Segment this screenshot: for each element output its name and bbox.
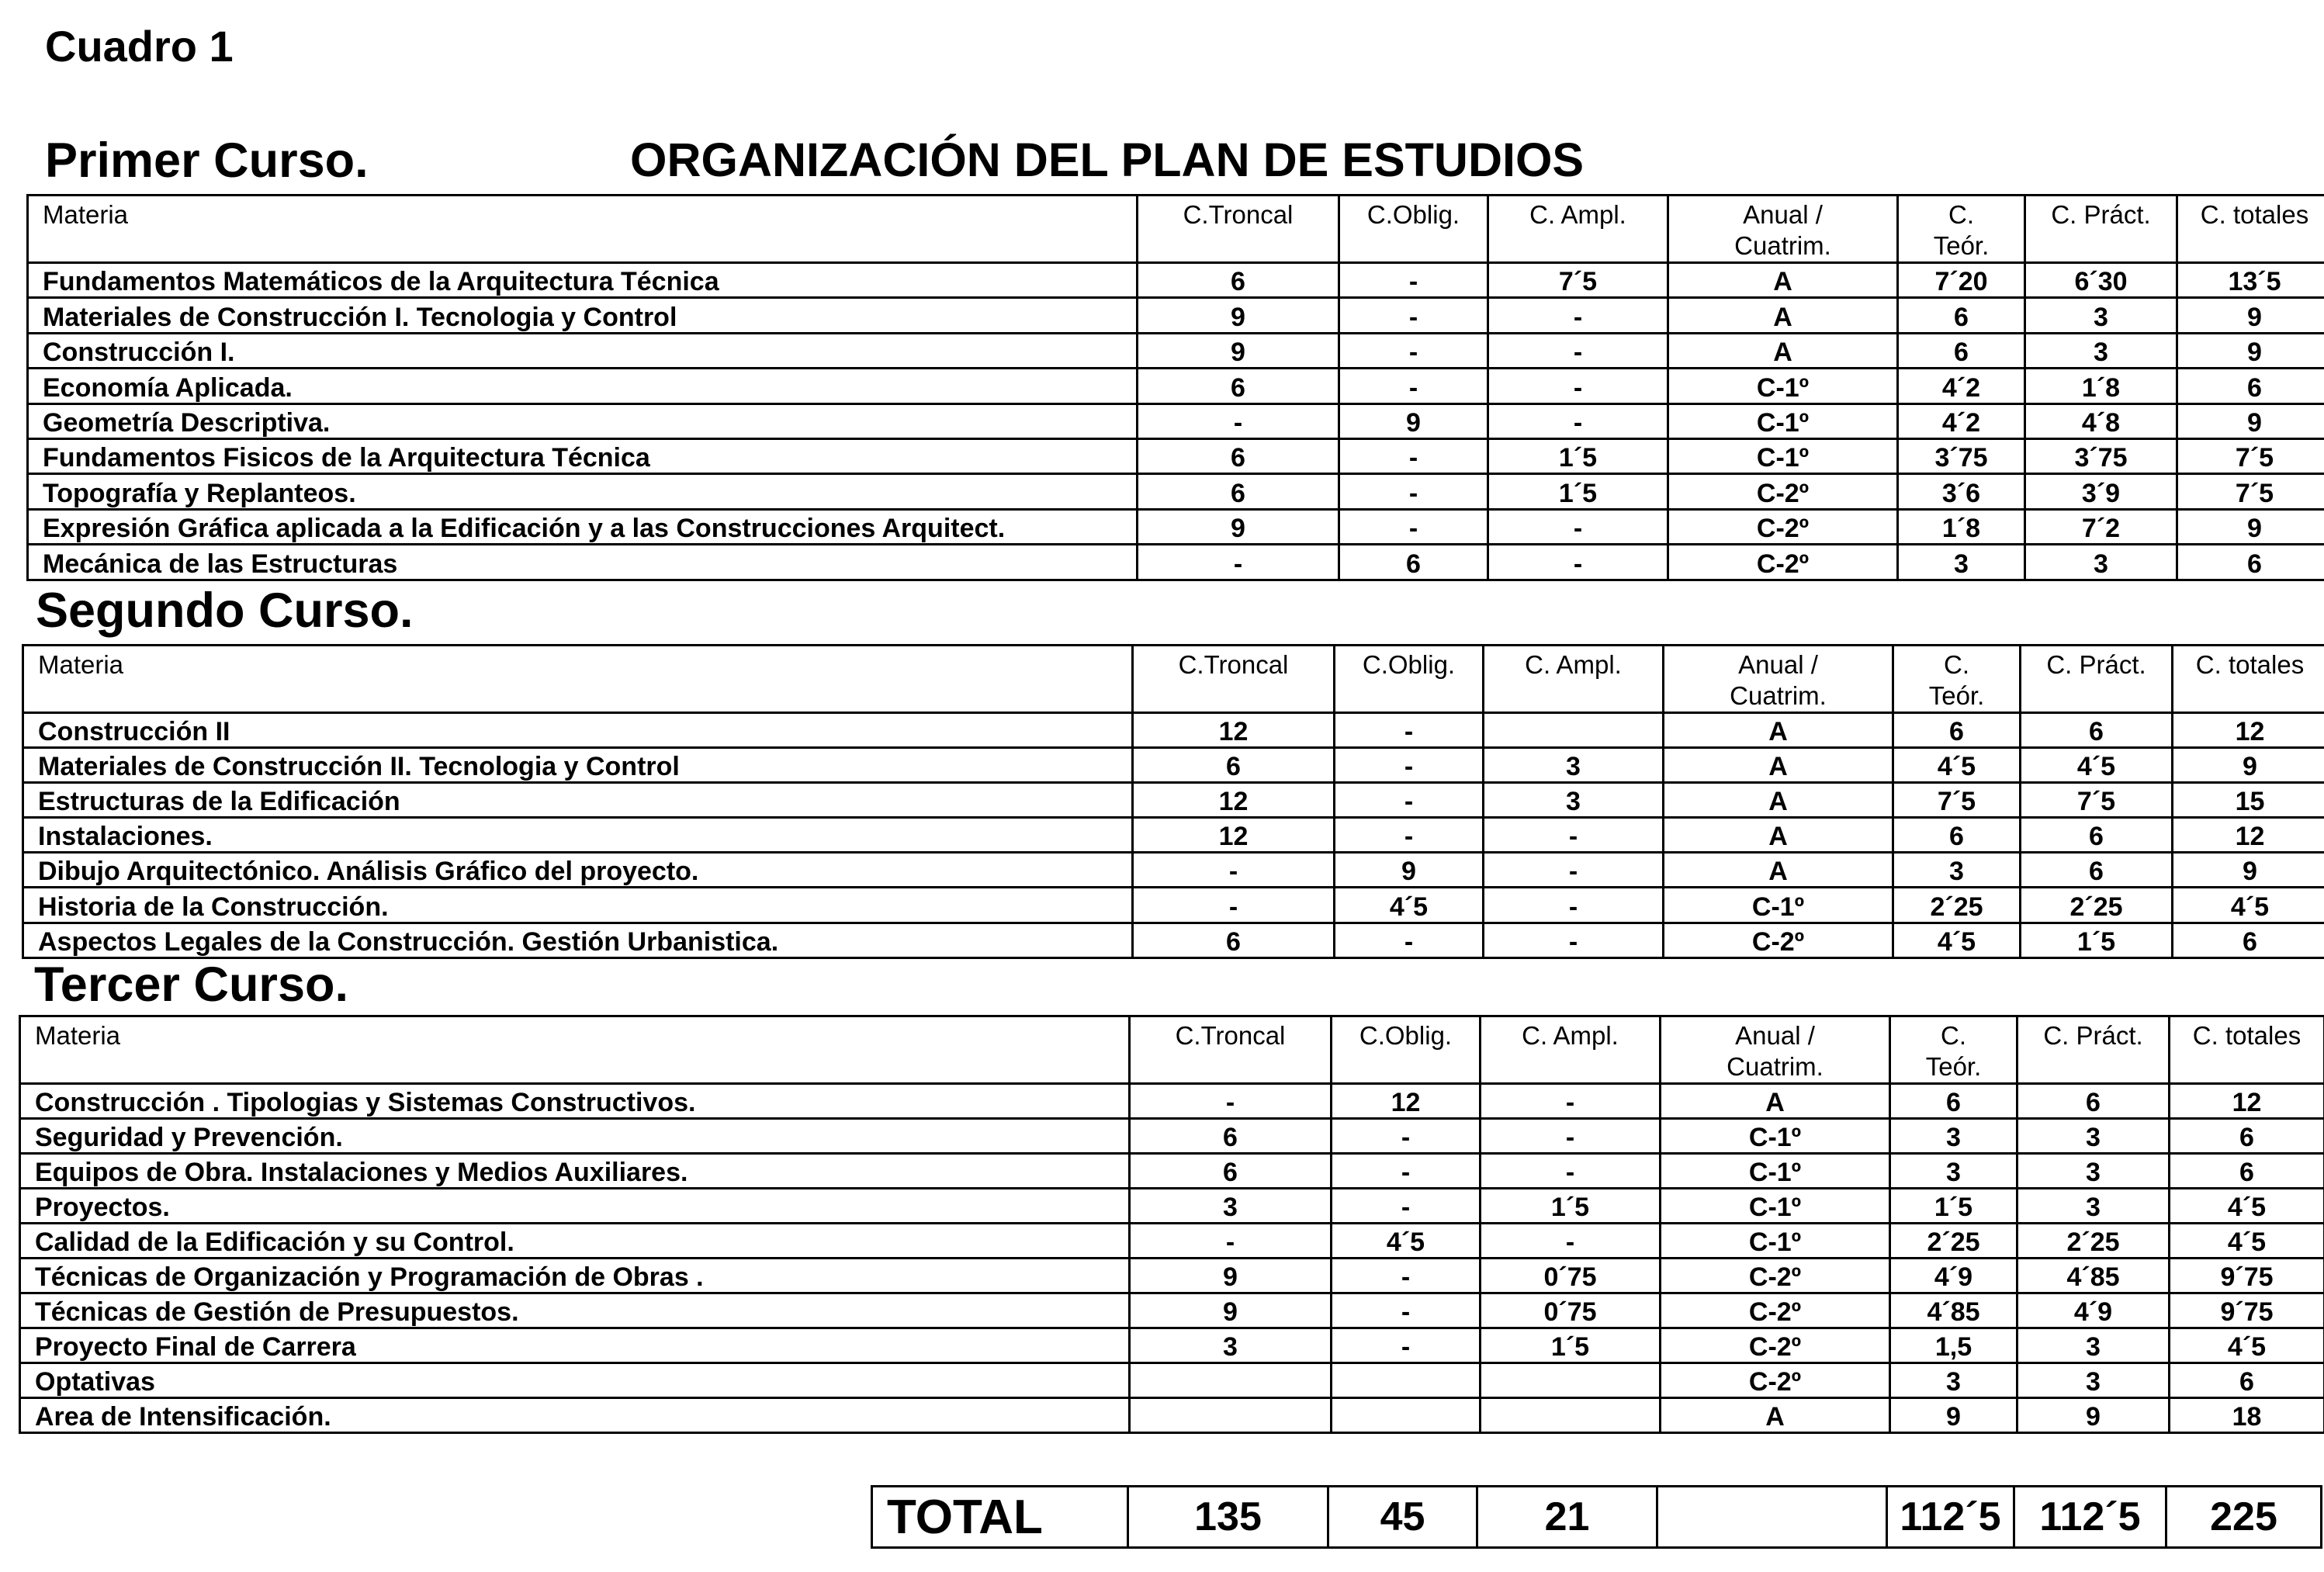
cell-creditos-obligatorios: -: [1332, 1154, 1481, 1189]
cell-creditos-troncales: 3: [1130, 1328, 1332, 1363]
cell-creditos-teoricos: 4´5: [1893, 923, 2021, 957]
header-materia: Materia: [28, 196, 1138, 263]
cell-creditos-ampliacion: 1´5: [1488, 474, 1668, 509]
header-row: [23, 646, 2324, 713]
cell-anual-cuatrim: A: [1664, 818, 1893, 853]
cell-creditos-teoricos: 3´6: [1898, 474, 2025, 509]
cell-creditos-troncales: 12: [1133, 818, 1335, 853]
cell-anual-cuatrim: C-2º: [1668, 474, 1898, 509]
cell-creditos-practicos: 3: [2017, 1189, 2170, 1224]
total-label: TOTAL: [872, 1487, 1128, 1548]
cell-creditos-ampliacion: [1484, 713, 1664, 748]
header-creditos-obligatorios: C.Oblig.: [1335, 646, 1484, 713]
cell-creditos-ampliacion: -: [1481, 1224, 1661, 1259]
table-row: [28, 438, 2324, 473]
course-table-primer: [26, 194, 2324, 581]
cell-creditos-troncales: 6: [1138, 438, 1339, 473]
cell-creditos-ampliacion: [1481, 1398, 1661, 1433]
cell-creditos-ampliacion: -: [1488, 369, 1668, 403]
table-row: [28, 509, 2324, 544]
cell-anual-cuatrim: C-1º: [1664, 888, 1893, 923]
cell-anual-cuatrim: C-1º: [1668, 438, 1898, 473]
cell-creditos-practicos: 3: [2025, 545, 2177, 580]
cell-materia: Construcción II: [23, 713, 1133, 748]
cell-anual-cuatrim: C-2º: [1661, 1328, 1890, 1363]
cell-materia: Construcción I.: [28, 333, 1138, 368]
header-creditos-teoricos: C. Teór.: [1898, 196, 2025, 263]
cell-anual-cuatrim: A: [1664, 713, 1893, 748]
cell-creditos-practicos: 3: [2017, 1119, 2170, 1154]
cell-creditos-practicos: 3: [2025, 333, 2177, 368]
cell-materia: Materiales de Construcción I. Tecnologia y Control: [28, 298, 1138, 333]
cell-materia: Técnicas de Organización y Programación de Obras .: [20, 1259, 1130, 1293]
header-anual-cuatrim: Anual / Cuatrim.: [1661, 1016, 1890, 1084]
cell-creditos-troncales: [1130, 1363, 1332, 1398]
cell-creditos-teoricos: 1´5: [1890, 1189, 2017, 1224]
cell-creditos-troncales: 9: [1138, 509, 1339, 544]
cell-creditos-ampliacion: 3: [1484, 783, 1664, 818]
cell-creditos-practicos: 4´85: [2017, 1259, 2170, 1293]
cell-creditos-totales: 6: [2173, 923, 2324, 957]
cell-anual-cuatrim: C-1º: [1668, 369, 1898, 403]
cell-creditos-ampliacion: -: [1488, 298, 1668, 333]
cell-creditos-totales: 4´5: [2170, 1189, 2324, 1224]
cell-anual-cuatrim: A: [1661, 1084, 1890, 1119]
cell-creditos-totales: 6: [2170, 1154, 2324, 1189]
cell-anual-cuatrim: A: [1668, 298, 1898, 333]
cell-creditos-totales: 12: [2173, 713, 2324, 748]
cell-creditos-obligatorios: -: [1332, 1293, 1481, 1328]
header-materia: Materia: [20, 1016, 1130, 1084]
cell-creditos-obligatorios: -: [1335, 713, 1484, 748]
cell-creditos-teoricos: 6: [1893, 818, 2021, 853]
cell-creditos-teoricos: 2´25: [1890, 1224, 2017, 1259]
cell-materia: Fundamentos Matemáticos de la Arquitectura Técnica: [28, 263, 1138, 298]
header-creditos-troncales: C.Troncal: [1130, 1016, 1332, 1084]
header-creditos-practicos: C. Práct.: [2017, 1016, 2170, 1084]
table-row: [28, 298, 2324, 333]
cell-creditos-practicos: 3´75: [2025, 438, 2177, 473]
cell-creditos-troncales: -: [1133, 888, 1335, 923]
cell-creditos-teoricos: 9: [1890, 1398, 2017, 1433]
cell-creditos-teoricos: 4´2: [1898, 369, 2025, 403]
cell-creditos-obligatorios: [1332, 1363, 1481, 1398]
cell-creditos-ampliacion: 1´5: [1481, 1189, 1661, 1224]
cell-creditos-obligatorios: -: [1339, 509, 1488, 544]
cell-anual-cuatrim: C-2º: [1664, 923, 1893, 957]
cell-creditos-ampliacion: 3: [1484, 748, 1664, 783]
cell-creditos-totales: 7´5: [2177, 474, 2324, 509]
cell-creditos-troncales: 12: [1133, 713, 1335, 748]
cell-creditos-obligatorios: -: [1339, 369, 1488, 403]
header-anual-cuatrim: Anual / Cuatrim.: [1664, 646, 1893, 713]
cell-creditos-totales: 9: [2177, 509, 2324, 544]
cell-creditos-troncales: 9: [1138, 298, 1339, 333]
cell-anual-cuatrim: C-1º: [1661, 1119, 1890, 1154]
cell-creditos-teoricos: 7´20: [1898, 263, 2025, 298]
header-creditos-ampliacion: C. Ampl.: [1488, 196, 1668, 263]
cell-creditos-totales: 6: [2170, 1363, 2324, 1398]
cell-creditos-teoricos: 1,5: [1890, 1328, 2017, 1363]
header-row: [20, 1016, 2324, 1084]
cell-anual-cuatrim: A: [1668, 333, 1898, 368]
total-practicos: 112´5: [2014, 1487, 2166, 1548]
cell-creditos-teoricos: 1´8: [1898, 509, 2025, 544]
cell-creditos-totales: 9: [2177, 333, 2324, 368]
total-ampliacion: 21: [1477, 1487, 1657, 1548]
cell-creditos-totales: 9: [2173, 853, 2324, 888]
table-row: [23, 783, 2324, 818]
document-label: Cuadro 1: [45, 22, 234, 71]
header-row: [28, 196, 2324, 263]
cell-creditos-obligatorios: 4´5: [1335, 888, 1484, 923]
header-creditos-totales: C. totales: [2173, 646, 2324, 713]
cell-creditos-practicos: 6´30: [2025, 263, 2177, 298]
table-row: [23, 888, 2324, 923]
cell-creditos-practicos: 3: [2017, 1154, 2170, 1189]
cell-creditos-teoricos: 4´9: [1890, 1259, 2017, 1293]
cell-creditos-totales: 12: [2173, 818, 2324, 853]
table-row: [20, 1084, 2324, 1119]
cell-creditos-ampliacion: -: [1484, 853, 1664, 888]
cell-creditos-obligatorios: 9: [1335, 853, 1484, 888]
table-row: [23, 818, 2324, 853]
cell-creditos-practicos: 1´5: [2021, 923, 2173, 957]
cell-creditos-teoricos: 3´75: [1898, 438, 2025, 473]
cell-creditos-obligatorios: -: [1332, 1328, 1481, 1363]
cell-creditos-ampliacion: -: [1484, 888, 1664, 923]
cell-creditos-troncales: -: [1138, 545, 1339, 580]
cell-creditos-totales: 9: [2177, 298, 2324, 333]
cell-creditos-practicos: 4´8: [2025, 403, 2177, 438]
header-creditos-practicos: C. Práct.: [2025, 196, 2177, 263]
header-creditos-totales: C. totales: [2170, 1016, 2324, 1084]
cell-creditos-troncales: -: [1138, 403, 1339, 438]
cell-anual-cuatrim: A: [1664, 748, 1893, 783]
cell-creditos-troncales: 12: [1133, 783, 1335, 818]
cell-creditos-ampliacion: [1481, 1363, 1661, 1398]
cell-materia: Estructuras de la Edificación: [23, 783, 1133, 818]
course-title-primer: Primer Curso.: [45, 133, 369, 188]
cell-creditos-ampliacion: -: [1481, 1154, 1661, 1189]
cell-creditos-totales: 6: [2177, 545, 2324, 580]
cell-creditos-practicos: 4´5: [2021, 748, 2173, 783]
table-row: [28, 333, 2324, 368]
cell-anual-cuatrim: C-2º: [1668, 545, 1898, 580]
table-row: [20, 1119, 2324, 1154]
cell-creditos-ampliacion: 1´5: [1481, 1328, 1661, 1363]
cell-creditos-ampliacion: -: [1488, 403, 1668, 438]
cell-materia: Proyecto Final de Carrera: [20, 1328, 1130, 1363]
cell-creditos-totales: 6: [2177, 369, 2324, 403]
cell-creditos-obligatorios: -: [1339, 438, 1488, 473]
table-row: [23, 923, 2324, 957]
table-row: [23, 713, 2324, 748]
cell-creditos-practicos: 7´5: [2021, 783, 2173, 818]
cell-creditos-obligatorios: [1332, 1398, 1481, 1433]
cell-creditos-teoricos: 4´5: [1893, 748, 2021, 783]
total-obligatoria: 45: [1328, 1487, 1477, 1548]
total-table: [871, 1485, 2322, 1549]
cell-anual-cuatrim: C-2º: [1661, 1293, 1890, 1328]
header-creditos-practicos: C. Práct.: [2021, 646, 2173, 713]
table-row: [23, 853, 2324, 888]
cell-creditos-totales: 9´75: [2170, 1259, 2324, 1293]
cell-creditos-troncales: -: [1130, 1224, 1332, 1259]
header-materia: Materia: [23, 646, 1133, 713]
cell-creditos-teoricos: 4´85: [1890, 1293, 2017, 1328]
header-creditos-totales: C. totales: [2177, 196, 2324, 263]
cell-creditos-ampliacion: -: [1484, 923, 1664, 957]
cell-materia: Equipos de Obra. Instalaciones y Medios Auxiliares.: [20, 1154, 1130, 1189]
cell-creditos-obligatorios: -: [1332, 1119, 1481, 1154]
cell-creditos-ampliacion: -: [1488, 545, 1668, 580]
cell-creditos-obligatorios: -: [1339, 474, 1488, 509]
cell-creditos-practicos: 3: [2025, 298, 2177, 333]
cell-creditos-teoricos: 6: [1898, 333, 2025, 368]
cell-creditos-troncales: -: [1130, 1084, 1332, 1119]
table-row: [20, 1189, 2324, 1224]
cell-anual-cuatrim: C-1º: [1668, 403, 1898, 438]
cell-creditos-totales: 9: [2177, 403, 2324, 438]
cell-materia: Mecánica de las Estructuras: [28, 545, 1138, 580]
cell-materia: Aspectos Legales de la Construcción. Gestión Urbanistica.: [23, 923, 1133, 957]
cell-creditos-teoricos: 2´25: [1893, 888, 2021, 923]
table-row: [20, 1154, 2324, 1189]
cell-materia: Técnicas de Gestión de Presupuestos.: [20, 1293, 1130, 1328]
table-row: [23, 748, 2324, 783]
cell-creditos-practicos: 2´25: [2021, 888, 2173, 923]
header-creditos-teoricos: C. Teór.: [1890, 1016, 2017, 1084]
table-row: [20, 1398, 2324, 1433]
cell-creditos-totales: 12: [2170, 1084, 2324, 1119]
cell-creditos-teoricos: 3: [1890, 1154, 2017, 1189]
cell-creditos-troncales: -: [1133, 853, 1335, 888]
cell-creditos-obligatorios: 6: [1339, 545, 1488, 580]
cell-creditos-troncales: 3: [1130, 1189, 1332, 1224]
cell-materia: Historia de la Construcción.: [23, 888, 1133, 923]
header-creditos-obligatorios: C.Oblig.: [1332, 1016, 1481, 1084]
course-table-tercer: [19, 1015, 2324, 1434]
header-creditos-troncales: C.Troncal: [1138, 196, 1339, 263]
cell-materia: Economía Aplicada.: [28, 369, 1138, 403]
cell-creditos-ampliacion: 0´75: [1481, 1259, 1661, 1293]
cell-creditos-troncales: 6: [1138, 474, 1339, 509]
cell-creditos-totales: 4´5: [2170, 1224, 2324, 1259]
cell-creditos-totales: 15: [2173, 783, 2324, 818]
total-anual-cuatrim: [1657, 1487, 1887, 1548]
cell-creditos-practicos: 2´25: [2017, 1224, 2170, 1259]
cell-creditos-obligatorios: -: [1335, 748, 1484, 783]
cell-anual-cuatrim: A: [1668, 263, 1898, 298]
cell-creditos-troncales: 6: [1133, 748, 1335, 783]
cell-creditos-practicos: 4´9: [2017, 1293, 2170, 1328]
cell-materia: Dibujo Arquitectónico. Análisis Gráfico del proyecto.: [23, 853, 1133, 888]
cell-creditos-troncales: 6: [1138, 263, 1339, 298]
header-anual-cuatrim: Anual / Cuatrim.: [1668, 196, 1898, 263]
header-creditos-teoricos: C. Teór.: [1893, 646, 2021, 713]
total-teoricos: 112´5: [1887, 1487, 2014, 1548]
cell-materia: Instalaciones.: [23, 818, 1133, 853]
cell-creditos-practicos: 6: [2021, 713, 2173, 748]
cell-materia: Optativas: [20, 1363, 1130, 1398]
cell-anual-cuatrim: A: [1664, 853, 1893, 888]
cell-creditos-ampliacion: 7´5: [1488, 263, 1668, 298]
cell-creditos-troncales: 6: [1130, 1154, 1332, 1189]
cell-creditos-teoricos: 7´5: [1893, 783, 2021, 818]
cell-creditos-obligatorios: 4´5: [1332, 1224, 1481, 1259]
cell-creditos-obligatorios: -: [1335, 923, 1484, 957]
cell-creditos-totales: 7´5: [2177, 438, 2324, 473]
cell-anual-cuatrim: C-1º: [1661, 1224, 1890, 1259]
cell-creditos-teoricos: 3: [1898, 545, 2025, 580]
cell-creditos-totales: 18: [2170, 1398, 2324, 1433]
cell-creditos-ampliacion: -: [1484, 818, 1664, 853]
cell-creditos-obligatorios: -: [1332, 1189, 1481, 1224]
table-row: [20, 1259, 2324, 1293]
course-table-segundo: [22, 644, 2324, 959]
table-row: [20, 1363, 2324, 1398]
cell-materia: Proyectos.: [20, 1189, 1130, 1224]
cell-creditos-practicos: 9: [2017, 1398, 2170, 1433]
cell-anual-cuatrim: C-2º: [1661, 1363, 1890, 1398]
cell-creditos-ampliacion: -: [1481, 1084, 1661, 1119]
cell-creditos-troncales: 6: [1130, 1119, 1332, 1154]
cell-creditos-obligatorios: 12: [1332, 1084, 1481, 1119]
cell-creditos-ampliacion: 0´75: [1481, 1293, 1661, 1328]
cell-creditos-obligatorios: -: [1335, 783, 1484, 818]
cell-creditos-teoricos: 6: [1893, 713, 2021, 748]
cell-anual-cuatrim: C-2º: [1668, 509, 1898, 544]
cell-creditos-practicos: 1´8: [2025, 369, 2177, 403]
cell-creditos-ampliacion: -: [1488, 509, 1668, 544]
header-creditos-troncales: C.Troncal: [1133, 646, 1335, 713]
header-creditos-ampliacion: C. Ampl.: [1481, 1016, 1661, 1084]
cell-materia: Topografía y Replanteos.: [28, 474, 1138, 509]
course-title-tercer: Tercer Curso.: [34, 957, 348, 1012]
cell-materia: Seguridad y Prevención.: [20, 1119, 1130, 1154]
cell-creditos-practicos: 3: [2017, 1328, 2170, 1363]
cell-anual-cuatrim: C-1º: [1661, 1189, 1890, 1224]
cell-materia: Geometría Descriptiva.: [28, 403, 1138, 438]
total-totales: 225: [2166, 1487, 2322, 1548]
cell-creditos-troncales: 9: [1138, 333, 1339, 368]
table-row: [28, 474, 2324, 509]
cell-creditos-obligatorios: -: [1335, 818, 1484, 853]
table-row: [28, 369, 2324, 403]
cell-anual-cuatrim: A: [1664, 783, 1893, 818]
cell-materia: Fundamentos Fisicos de la Arquitectura Técnica: [28, 438, 1138, 473]
cell-creditos-practicos: 7´2: [2025, 509, 2177, 544]
cell-creditos-obligatorios: -: [1339, 263, 1488, 298]
cell-creditos-ampliacion: 1´5: [1488, 438, 1668, 473]
cell-creditos-obligatorios: -: [1339, 333, 1488, 368]
table-row: [20, 1328, 2324, 1363]
total-troncal: 135: [1128, 1487, 1328, 1548]
cell-creditos-obligatorios: -: [1339, 298, 1488, 333]
cell-creditos-troncales: 9: [1130, 1259, 1332, 1293]
cell-creditos-troncales: 9: [1130, 1293, 1332, 1328]
cell-creditos-practicos: 6: [2021, 818, 2173, 853]
cell-materia: Expresión Gráfica aplicada a la Edificación y a las Construcciones Arquitect.: [28, 509, 1138, 544]
cell-creditos-teoricos: 3: [1893, 853, 2021, 888]
table-row: [20, 1224, 2324, 1259]
cell-creditos-teoricos: 6: [1898, 298, 2025, 333]
cell-creditos-totales: 4´5: [2170, 1328, 2324, 1363]
cell-creditos-teoricos: 6: [1890, 1084, 2017, 1119]
cell-creditos-troncales: 6: [1138, 369, 1339, 403]
cell-materia: Area de Intensificación.: [20, 1398, 1130, 1433]
cell-anual-cuatrim: A: [1661, 1398, 1890, 1433]
cell-materia: Materiales de Construcción II. Tecnologia y Control: [23, 748, 1133, 783]
cell-creditos-troncales: [1130, 1398, 1332, 1433]
header-creditos-ampliacion: C. Ampl.: [1484, 646, 1664, 713]
cell-creditos-practicos: 3´9: [2025, 474, 2177, 509]
cell-creditos-obligatorios: -: [1332, 1259, 1481, 1293]
cell-creditos-practicos: 3: [2017, 1363, 2170, 1398]
cell-creditos-totales: 4´5: [2173, 888, 2324, 923]
total-row: [872, 1487, 2322, 1548]
cell-creditos-obligatorios: 9: [1339, 403, 1488, 438]
cell-creditos-totales: 13´5: [2177, 263, 2324, 298]
course-title-segundo: Segundo Curso.: [36, 583, 414, 638]
main-title: ORGANIZACIÓN DEL PLAN DE ESTUDIOS: [630, 133, 1585, 186]
cell-creditos-practicos: 6: [2021, 853, 2173, 888]
cell-anual-cuatrim: C-1º: [1661, 1154, 1890, 1189]
cell-anual-cuatrim: C-2º: [1661, 1259, 1890, 1293]
cell-creditos-totales: 9´75: [2170, 1293, 2324, 1328]
cell-materia: Calidad de la Edificación y su Control.: [20, 1224, 1130, 1259]
table-row: [20, 1293, 2324, 1328]
cell-creditos-teoricos: 3: [1890, 1119, 2017, 1154]
cell-materia: Construcción . Tipologias y Sistemas Constructivos.: [20, 1084, 1130, 1119]
cell-creditos-teoricos: 3: [1890, 1363, 2017, 1398]
cell-creditos-teoricos: 4´2: [1898, 403, 2025, 438]
cell-creditos-ampliacion: -: [1488, 333, 1668, 368]
cell-creditos-totales: 9: [2173, 748, 2324, 783]
cell-creditos-ampliacion: -: [1481, 1119, 1661, 1154]
cell-creditos-troncales: 6: [1133, 923, 1335, 957]
header-creditos-obligatorios: C.Oblig.: [1339, 196, 1488, 263]
table-row: [28, 545, 2324, 580]
cell-creditos-practicos: 6: [2017, 1084, 2170, 1119]
table-row: [28, 403, 2324, 438]
table-row: [28, 263, 2324, 298]
cell-creditos-totales: 6: [2170, 1119, 2324, 1154]
